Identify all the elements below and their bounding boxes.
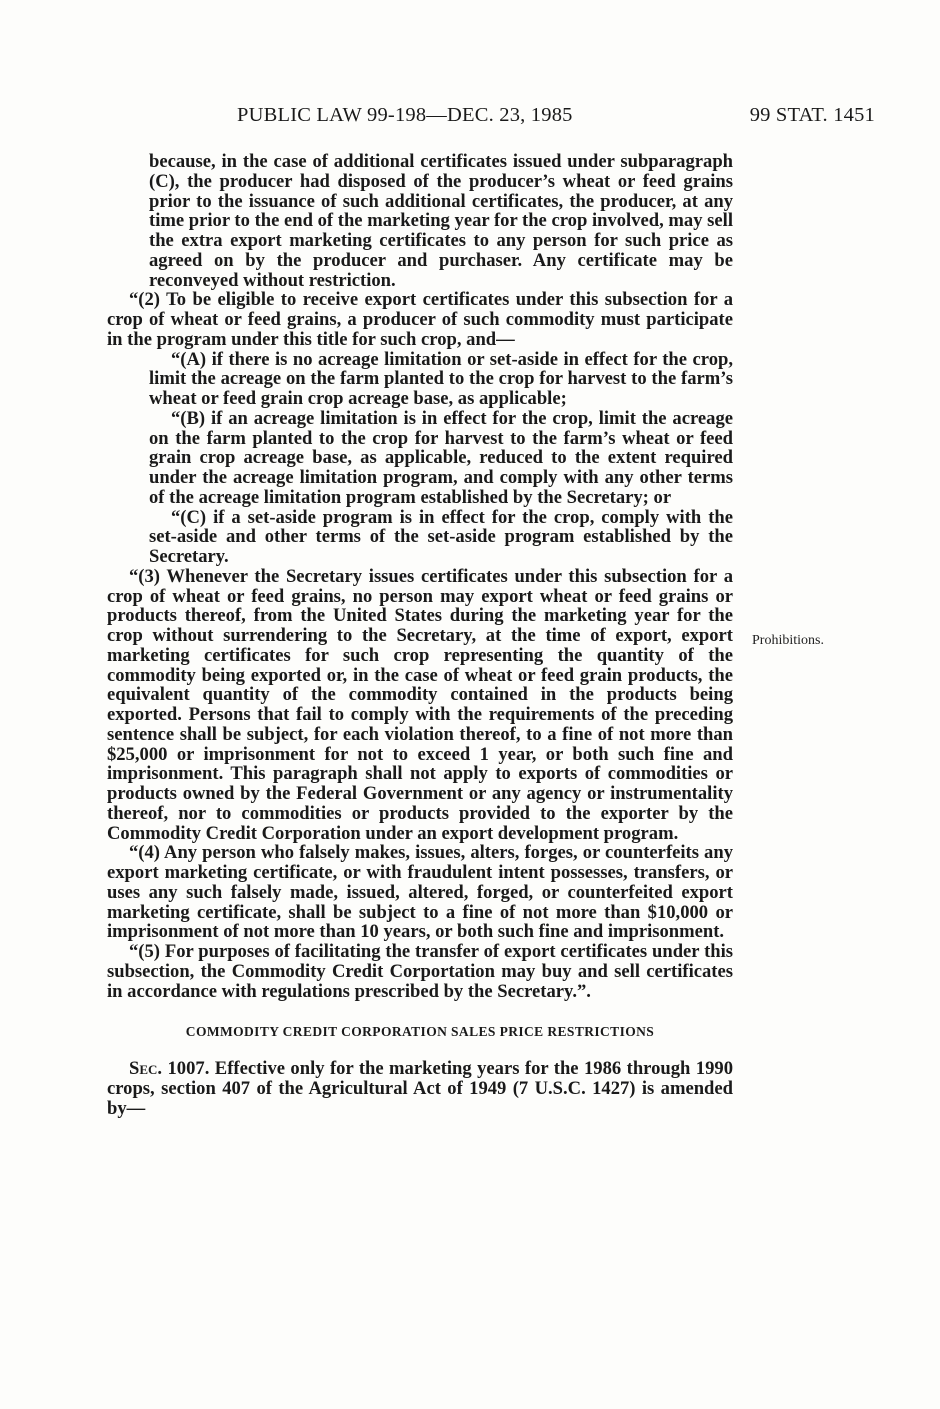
running-head: PUBLIC LAW 99-198—DEC. 23, 1985 [237, 104, 573, 126]
paragraph-4: “(4) Any person who falsely makes, issues, alters, forges, or counterfeits any export marketing certificate, or with fraudulent intent possesses, transfers, or uses any such falsely made, issued, altered, forged, or counterfeited export marketing certificate, shall be subject to a fine of not more than $10,000 or imprisonment of not more than 10 years, or both such fine and imprisonment. [107, 842, 733, 943]
section-heading: COMMODITY CREDIT CORPORATION SALES PRICE RESTRICTIONS [185, 1024, 655, 1040]
statute-citation: 99 STAT. 1451 [749, 104, 875, 126]
margin-note-prohibitions: Prohibitions. [752, 633, 824, 648]
paragraph-2: “(2) To be eligible to receive export certificates under this subsection for a crop of wheat or feed grains, a producer of such commodity must participate in the program under this title for such crop, and— [107, 289, 733, 350]
subparagraph-2c-text: “(C) if a set-aside program is in effect for the crop, comply with the set-aside and other terms of the set-aside program established by the Secretary. [149, 506, 733, 567]
subparagraph-2b [107, 409, 733, 508]
page-header [107, 104, 879, 134]
subparagraph-2a [107, 350, 733, 409]
section-label: Sec. [129, 1058, 163, 1079]
body-text [107, 152, 733, 1118]
paragraph-3: “(3) Whenever the Secretary issues certificates under this subsection for a crop of wheat or feed grains, no person may export wheat or feed grains or products thereof, from the United States during the marketing year for the crop without surrendering to the Secretary, at the time of export, export marketing certificates for such crop representing the quantity of the commodity being exported or, in the case of wheat or feed grain products, the equivalent quantity of the commodity contained in the products being exported. Persons that fail to comply with the requirements of the preceding sentence shall be subject, for each violation thereof, to a fine of not more than $25,000 or imprisonment for not to exceed 1 year, or both such fine and imprisonment. This paragraph shall not apply to exports of commodities or products owned by the Federal Government or any agency or instrumentality thereof, nor to commodities or products provided to the exporter by the Commodity Credit Corporation under an export development program. [107, 565, 733, 844]
subparagraph-2b-text: “(B) if an acreage limitation is in effect for the crop, limit the acreage on the farm planted to the crop for harvest to the farm’s wheat or feed grain crop acreage base, as applicable, reduced to the extent required under the acreage limitation program, and comply with any other terms of the acreage limitation program established by the Secretary; or [149, 407, 733, 508]
paragraph-continuation: because, in the case of additional certificates issued under subparagraph (C), the producer had disposed of the producer’s wheat or feed grains prior to the issuance of such additional certificates, the producer, at any time prior to the end of the marketing year for the crop involved, may sell the extra export marketing certificates to any person for such price as agreed on by the producer and purchaser. Any certificate may be reconveyed without restriction. [149, 151, 733, 291]
subparagraph-2c [107, 508, 733, 567]
paragraph-5: “(5) For purposes of facilitating the transfer of export certificates under this subsection, the Commodity Credit Corportation may buy and sell certificates in accordance with regulations prescribed by the Secretary.”. [107, 941, 733, 1002]
subparagraph-2a-text: “(A) if there is no acreage limitation or set-aside in effect for the crop, limit the acreage on the farm planted to the crop for harvest to the farm’s wheat or feed grain crop acreage base, as applicable; [149, 348, 733, 409]
section-1007 [107, 1059, 733, 1118]
section-1007-text: 1007. Effective only for the marketing years for the 1986 through 1990 crops, section 407 of the Agricultural Act of 1949 (7 U.S.C. 1427) is amended by— [107, 1058, 733, 1119]
